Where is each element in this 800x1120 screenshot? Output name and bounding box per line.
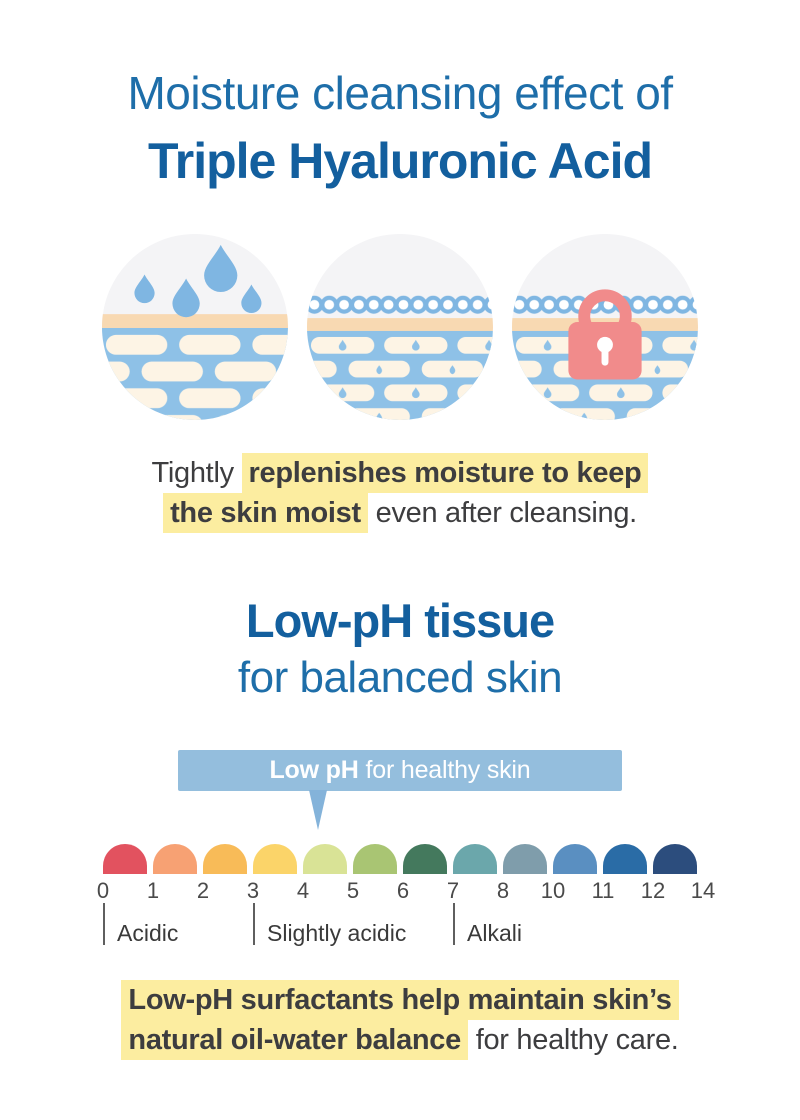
ph-dome	[353, 844, 397, 874]
ph-scale	[96, 844, 716, 952]
low-ph-banner	[178, 750, 622, 791]
ph-dome	[403, 844, 447, 874]
ph-dome	[503, 844, 547, 874]
caption-text: even after cleansing.	[367, 496, 637, 529]
hydrated-skin-cell-bricks	[306, 331, 494, 421]
ph-number: 11	[591, 878, 615, 904]
moisture-caption	[0, 453, 800, 533]
ph-number: 12	[640, 878, 666, 904]
page-title-line2: Triple Hyaluronic Acid	[147, 132, 653, 189]
caption-highlight: replenishes moisture to keep	[242, 453, 649, 493]
ph-number: 3	[246, 878, 260, 904]
ph-number: 7	[446, 878, 460, 904]
ph-number: 6	[396, 878, 410, 904]
caption-highlight: the skin moist	[163, 493, 368, 533]
caption-highlight: natural oil-water balance	[121, 1020, 468, 1060]
ph-pointer	[309, 790, 327, 830]
ph-zone-row	[100, 901, 700, 951]
ph-dome	[603, 844, 647, 874]
ph-dome	[103, 844, 147, 874]
page-title	[0, 64, 800, 191]
moisture-caption-line2	[0, 493, 800, 533]
caption-text: for healthy care.	[467, 1024, 679, 1057]
caption-text: Tightly	[151, 456, 242, 489]
skin-illustrations	[0, 233, 800, 421]
ph-caption	[0, 980, 800, 1060]
ph-number: 8	[496, 878, 510, 904]
skin-surface-band	[101, 314, 289, 328]
ph-number: 4	[296, 878, 310, 904]
banner-bold-text: Low pH	[269, 756, 359, 785]
ph-dome	[453, 844, 497, 874]
moisture-caption-line1	[0, 453, 800, 493]
zone-label: Alkali	[467, 920, 522, 947]
low-ph-section-title	[0, 593, 800, 704]
ph-dome	[553, 844, 597, 874]
ph-number: 0	[96, 878, 110, 904]
skin-cell-bricks	[101, 328, 289, 421]
ph-number: 5	[346, 878, 360, 904]
ph-dome	[303, 844, 347, 874]
zone-tick	[253, 903, 255, 945]
ph-caption-line2	[0, 1020, 800, 1060]
ph-caption-line1	[0, 980, 800, 1020]
ph-dome	[653, 844, 697, 874]
ph-dome	[203, 844, 247, 874]
ph-dome	[253, 844, 297, 874]
caption-highlight: Low-pH surfactants help maintain skin’s	[121, 980, 678, 1020]
ph-dome-row	[100, 844, 700, 874]
zone-tick	[453, 903, 455, 945]
ph-number: 10	[540, 878, 566, 904]
water-drops-skin-illustration	[101, 233, 289, 421]
low-ph-banner-wrap	[178, 750, 622, 791]
banner-regular-text: for healthy skin	[365, 756, 531, 785]
low-ph-title-line2: for balanced skin	[237, 653, 563, 703]
page-title-line1: Moisture cleansing effect of	[127, 67, 673, 119]
skin-surface-band	[306, 318, 494, 331]
low-ph-title-line1: Low-pH tissue	[245, 593, 555, 647]
zone-label: Slightly acidic	[267, 920, 407, 947]
moisture-lock-illustration	[511, 233, 699, 421]
zone-label: Acidic	[117, 920, 179, 947]
zone-tick	[103, 903, 105, 945]
ph-number: 14	[690, 878, 716, 904]
ph-dome	[153, 844, 197, 874]
ph-number: 1	[146, 878, 160, 904]
molecule-chain-icon	[306, 293, 494, 318]
moisture-barrier-illustration	[306, 233, 494, 421]
ph-number-row	[96, 874, 716, 904]
ph-number: 2	[196, 878, 210, 904]
